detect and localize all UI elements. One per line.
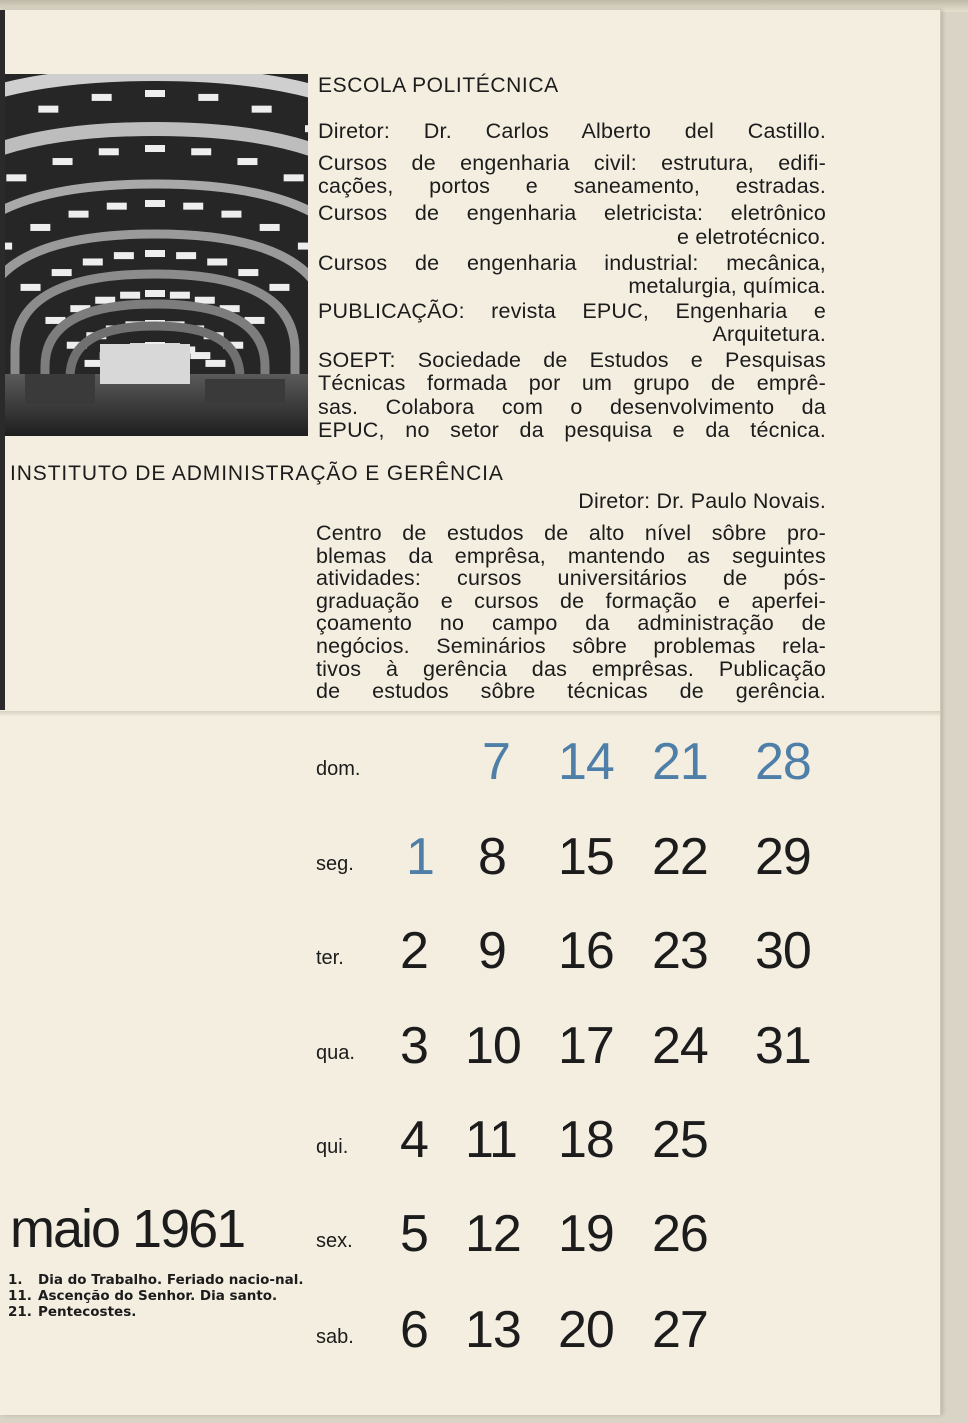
calendar-day: 13 <box>465 1301 521 1359</box>
holiday-note-day: 1. <box>8 1272 23 1288</box>
weekday-label: sex. <box>316 1230 353 1252</box>
holiday-note <box>8 1304 308 1320</box>
month-title: maio 1961 <box>10 1199 245 1259</box>
calendar-day: 2 <box>400 922 428 980</box>
escola-line: sas. Colabora com o desenvolvimento da <box>318 395 826 419</box>
calendar-day: 23 <box>652 922 708 980</box>
escola-line: Arquitetura. <box>712 322 826 346</box>
escola-line: metalurgia, química. <box>628 274 826 298</box>
instituto-line: negócios. Seminários sôbre problemas rela- <box>316 634 826 658</box>
calendar-day: 31 <box>755 1017 811 1075</box>
weekday-label: dom. <box>316 758 361 780</box>
holiday-note-day: 21. <box>8 1304 32 1320</box>
escola-line: cações, portos e saneamento, estradas. <box>318 174 826 198</box>
calendar-day: 16 <box>558 922 614 980</box>
escola-line: EPUC, no setor da pesquisa e da técnica. <box>318 418 826 442</box>
calendar-day: 30 <box>755 922 811 980</box>
weekday-label: ter. <box>316 947 344 969</box>
escola-line: Diretor: Dr. Carlos Alberto del Castillo. <box>318 119 826 143</box>
weekday-label: sab. <box>316 1326 354 1348</box>
calendar-day: 25 <box>652 1111 708 1169</box>
calendar-day: 11 <box>465 1111 517 1169</box>
escola-line: Técnicas formada por um grupo de emprê- <box>318 371 826 395</box>
holiday-note <box>8 1272 308 1288</box>
calendar-day: 21 <box>652 733 708 791</box>
escola-line: PUBLICAÇÃO: revista EPUC, Engenharia e <box>318 299 826 323</box>
calendar-day: 29 <box>755 828 811 886</box>
weekday-label: seg. <box>316 853 354 875</box>
calendar-day: 26 <box>652 1205 708 1263</box>
escola-line: SOEPT: Sociedade de Estudos e Pesquisas <box>318 348 826 372</box>
calendar-day: 19 <box>558 1205 614 1263</box>
holiday-note-text: Ascenção do Senhor. Dia santo. <box>38 1288 278 1304</box>
instituto-line: de estudos sôbre técnicas de gerência. <box>316 679 826 704</box>
calendar-day: 28 <box>755 733 811 791</box>
instituto-director: Diretor: Dr. Paulo Novais. <box>578 489 826 513</box>
calendar-day: 3 <box>400 1017 428 1075</box>
holiday-note <box>8 1288 308 1304</box>
weekday-label: qui. <box>316 1136 349 1158</box>
holiday-note-text: Pentecostes. <box>38 1304 137 1320</box>
calendar-day: 27 <box>652 1301 708 1359</box>
calendar-day: 22 <box>652 828 708 886</box>
calendar-day: 6 <box>400 1301 428 1359</box>
escola-title: ESCOLA POLITÉCNICA <box>318 74 559 97</box>
instituto-line: tivos à gerência das emprêsas. Publicação <box>316 656 826 681</box>
escola-line: Cursos de engenharia civil: estrutura, edifi- <box>318 151 826 175</box>
calendar-day: 17 <box>558 1017 614 1075</box>
instituto-line: blemas da emprêsa, mantendo as seguintes <box>316 543 826 568</box>
calendar-day: 8 <box>478 828 506 886</box>
escola-line: Cursos de engenharia industrial: mecânica, <box>318 251 826 275</box>
calendar-day: 9 <box>478 922 506 980</box>
calendar-day: 14 <box>558 733 614 791</box>
calendar-day: 5 <box>400 1205 428 1263</box>
holiday-note-text: Dia do Trabalho. Feriado nacio-nal. <box>38 1272 304 1288</box>
calendar-day: 12 <box>465 1205 521 1263</box>
instituto-line: Centro de estudos de alto nível sôbre pro- <box>316 521 826 545</box>
calendar-day: 24 <box>652 1017 708 1075</box>
calendar-day: 1 <box>406 828 434 886</box>
instituto-line: çoamento no campo da administração de <box>316 611 826 636</box>
calendar-day: 4 <box>400 1111 428 1169</box>
instituto-line: atividades: cursos universitários de pós- <box>316 566 826 591</box>
calendar-day: 7 <box>482 733 510 791</box>
page-fold <box>0 711 940 719</box>
calendar-day: 18 <box>558 1111 614 1169</box>
instituto-title: INSTITUTO DE ADMINISTRAÇÃO E GERÊNCIA <box>10 462 504 485</box>
weekday-label: qua. <box>316 1042 355 1064</box>
calendar-day: 10 <box>465 1017 521 1075</box>
holiday-notes <box>8 1272 308 1320</box>
escola-line: Cursos de engenharia eletricista: eletrônico <box>318 201 826 225</box>
calendar-day: 20 <box>558 1301 614 1359</box>
escola-line: e eletrotécnico. <box>676 225 826 249</box>
instituto-line: graduação e cursos de formação e aperfei- <box>316 588 826 613</box>
holiday-note-day: 11. <box>8 1288 32 1304</box>
calendar-day: 15 <box>558 828 614 886</box>
architecture-photo <box>5 74 308 436</box>
